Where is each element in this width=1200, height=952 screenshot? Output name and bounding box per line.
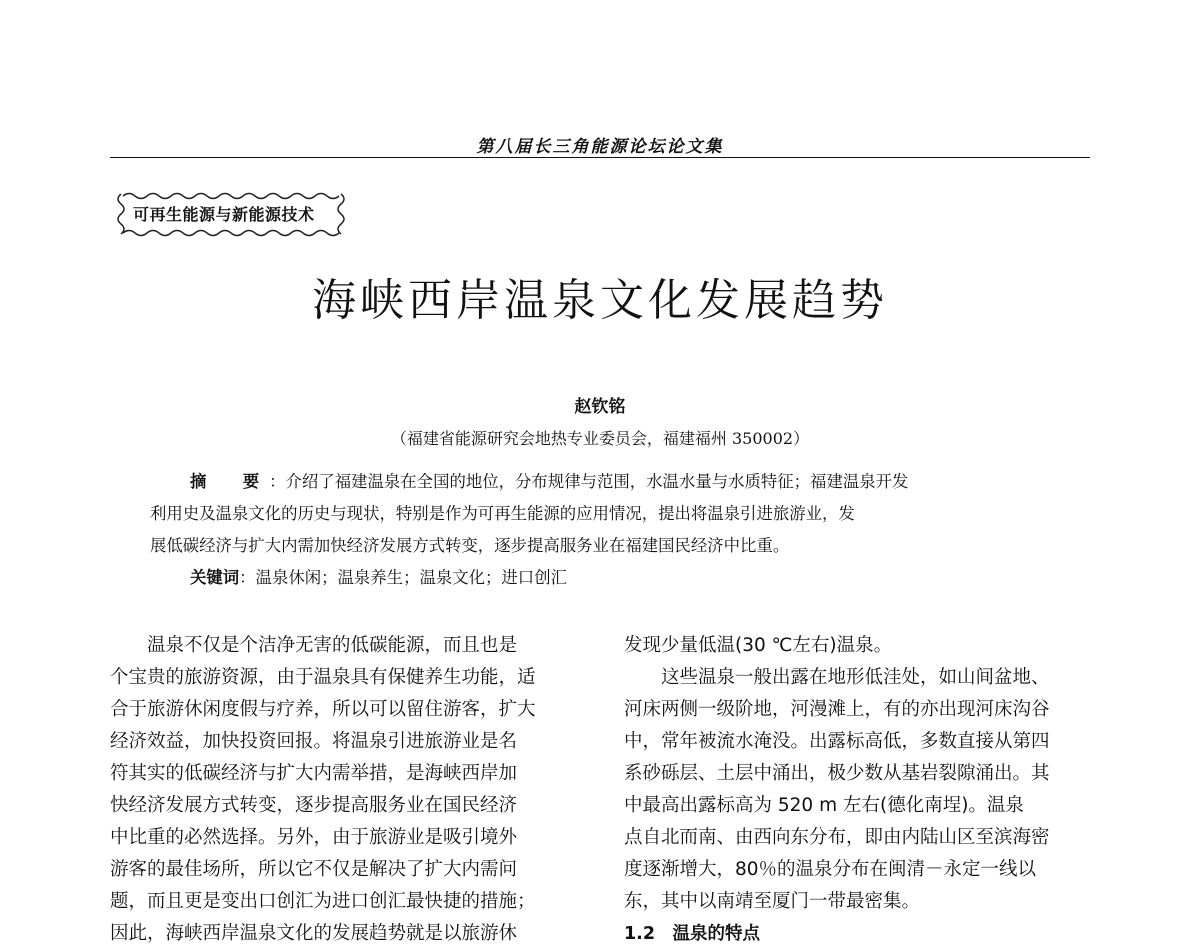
- author-name: 赵钦铭: [574, 397, 626, 417]
- keywords-label: 关键词: [190, 568, 240, 587]
- section-badge-label: 可再生能源与新能源技术: [133, 205, 315, 224]
- body-line: 合于旅游休闲度假与疗养，所以可以留住游客，扩大: [110, 699, 536, 720]
- abstract-line: 摘 要：介绍了福建温泉在全国的地位，分布规律与范围，水温水量与水质特征；福建温泉开发: [190, 472, 909, 491]
- keywords-text: ：温泉休闲；温泉养生；温泉文化；进口创汇: [239, 568, 567, 587]
- body-line: 度逐渐增大，80％的温泉分布在闽清－永定一线以: [624, 859, 1037, 880]
- abstract-line: 利用史及温泉文化的历史与现状，特别是作为可再生能源的应用情况，提出将温泉引进旅游业，发: [150, 504, 855, 523]
- abstract-line: 展低碳经济与扩大内需加快经济发展方式转变，逐步提高服务业在福建国民经济中比重。: [150, 536, 790, 555]
- paper-title: 海峡西岸温泉文化发展趋势: [312, 275, 888, 326]
- body-line: 中最高出露标高为 520 m 左右(德化南埕)。温泉: [624, 795, 1024, 816]
- body-line: 发现少量低温(30 ℃左右)温泉。: [624, 635, 893, 656]
- subsection-heading: 1.2 温泉的特点: [624, 924, 761, 944]
- abstract: [150, 466, 1050, 594]
- body-line: 中，常年被流水淹没。出露标高低，多数直接从第四: [624, 731, 1050, 752]
- header-rule: [110, 157, 1090, 158]
- body-line: 经济效益，加快投资回报。将温泉引进旅游业是名: [110, 731, 518, 752]
- body-line: 个宝贵的旅游资源，由于温泉具有保健养生功能，适: [110, 667, 536, 688]
- keywords-line: [150, 562, 1050, 594]
- body-line: 河床两侧一级阶地，河漫滩上，有的亦出现河床沟谷: [624, 699, 1050, 720]
- section-badge: [113, 190, 348, 238]
- body-line: 温泉不仅是个洁净无害的低碳能源，而且也是: [147, 635, 518, 656]
- body-left-column: [110, 630, 580, 950]
- body-line: 因此，海峡西岸温泉文化的发展趋势就是以旅游休: [110, 923, 518, 944]
- body-line: 系砂砾层、土层中涌出，极少数从基岩裂隙涌出。其: [624, 763, 1050, 784]
- body-line: 快经济发展方式转变，逐步提高服务业在国民经济: [110, 795, 518, 816]
- body-line: 中比重的必然选择。另外，由于旅游业是吸引境外: [110, 827, 518, 848]
- body-right-column: [624, 630, 1094, 950]
- body-line: 东，其中以南靖至厦门一带最密集。: [624, 891, 921, 912]
- body-line: 点自北而南、由西向东分布，即由内陆山区至滨海密: [624, 827, 1050, 848]
- body-line: 这些温泉一般出露在地形低洼处，如山间盆地、: [661, 667, 1050, 688]
- body-line: 游客的最佳场所，所以它不仅是解决了扩大内需问: [110, 859, 518, 880]
- abstract-label: 摘 要: [190, 472, 270, 491]
- author-affiliation: （福建省能源研究会地热专业委员会，福建福州 350002）: [390, 429, 810, 448]
- body-line: 题，而且更是变出口创汇为进口创汇最快捷的措施；: [110, 891, 536, 912]
- running-header: 第八届长三角能源论坛论文集: [476, 137, 724, 157]
- body-line: 符其实的低碳经济与扩大内需举措，是海峡西岸加: [110, 763, 518, 784]
